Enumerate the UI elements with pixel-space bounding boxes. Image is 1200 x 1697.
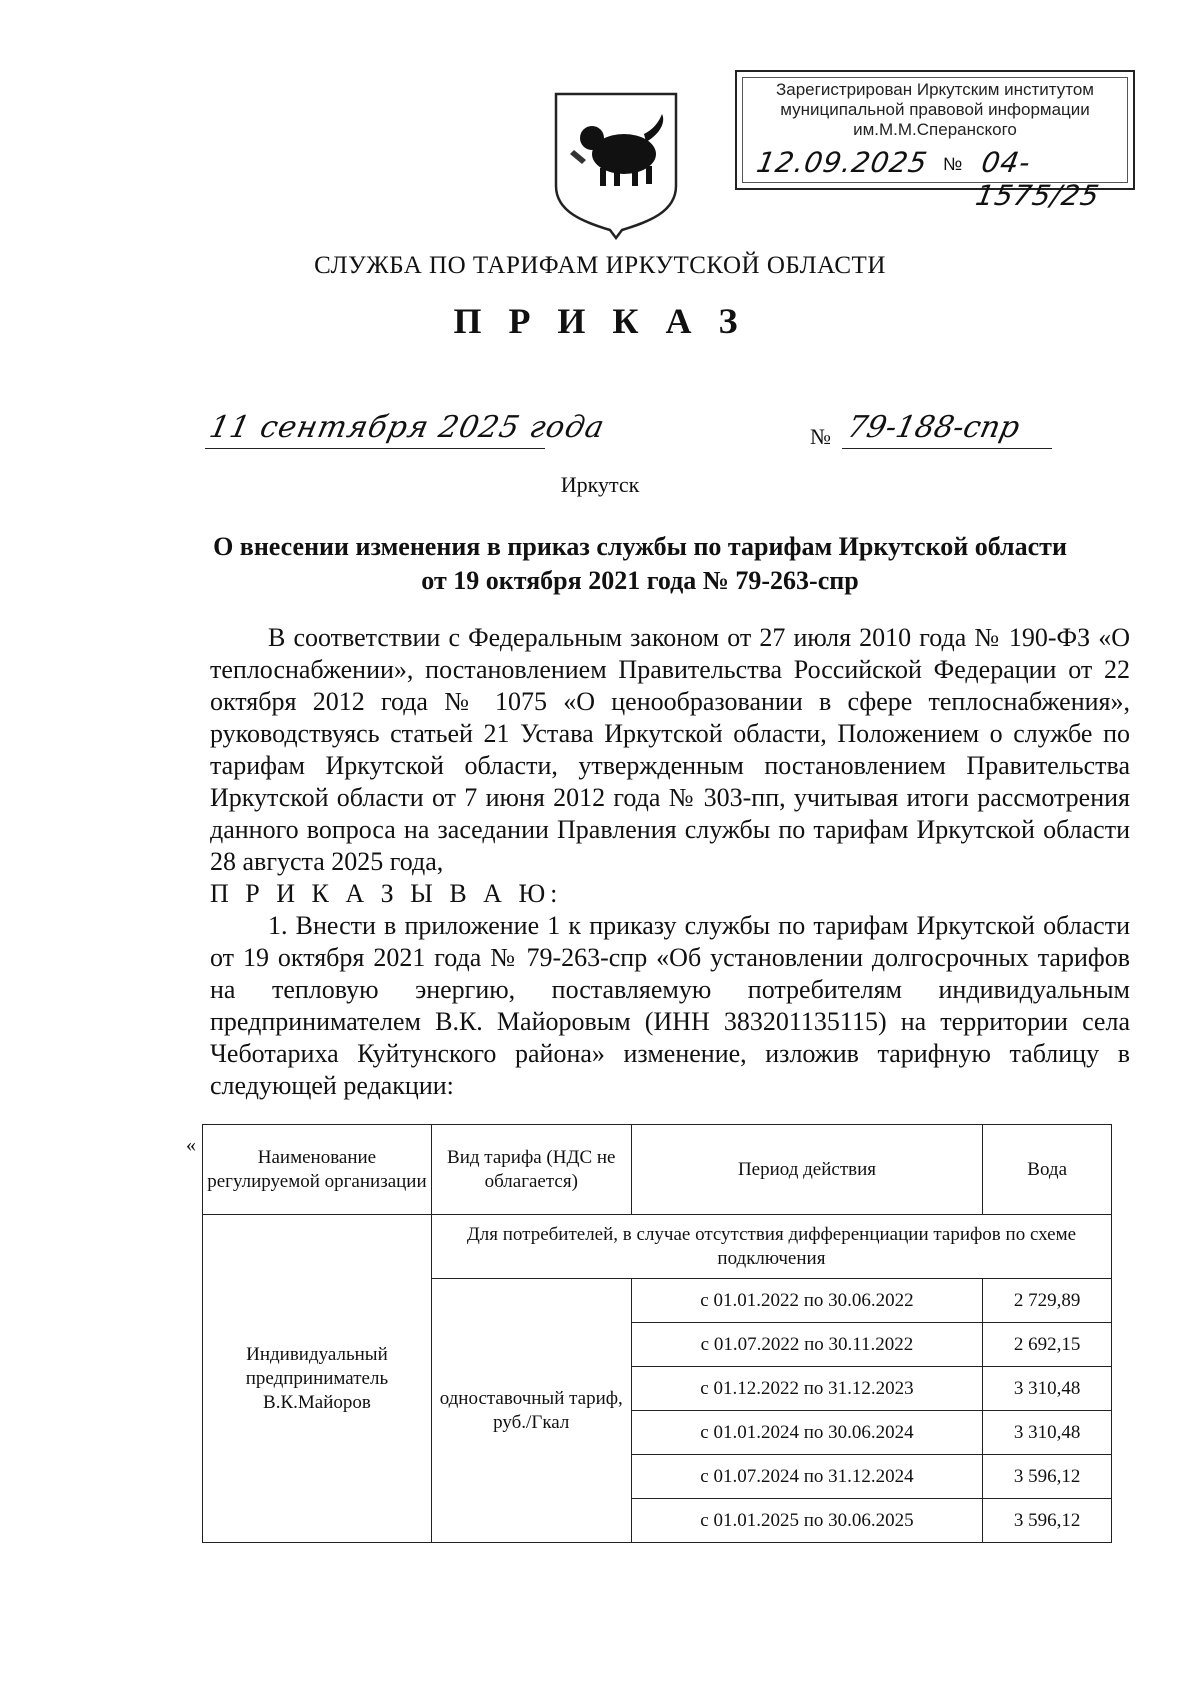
handwritten-order-date: 11 сентября 2025 года	[206, 410, 608, 445]
stamp-line-2: муниципальной правовой информации	[780, 100, 1090, 119]
title-line-1: О внесении изменения в приказ службы по тарифам Иркутской области	[213, 532, 1067, 561]
order-keyword: П Р И К А З Ы В А Ю:	[210, 879, 563, 908]
consumer-group-cell: Для потребителей, в случае отсутствия дифференциации тарифов по схеме подключения	[431, 1215, 1111, 1279]
preamble-paragraph: В соответствии с Федеральным законом от 27 июля 2010 года № 190-ФЗ «О теплоснабжении», постановлением Правительства Российской Федерации от 22 октября 2012 года № 1075 «О ценообразовании в сфере теплоснабжения», руководствуясь статьей 21 Устава Иркутской области, Положением о службе по тарифам Иркутской области, утвержденным постановлением Правительства Иркутской области от 7 июня 2012 года № 303-пп, учитывая итоги рассмотрения данного вопроса на заседании Правления службы по тарифам Иркутской области 28 августа 2025 года,	[210, 623, 1130, 876]
period-cell: с 01.12.2022 по 31.12.2023	[631, 1367, 983, 1411]
order-number-sign: №	[810, 424, 831, 449]
stamp-registration-number: 04-1575/25	[973, 146, 1103, 212]
document-type: П Р И К А З	[453, 301, 747, 341]
period-cell: с 01.01.2022 по 30.06.2022	[631, 1279, 983, 1323]
coat-of-arms-emblem	[552, 90, 680, 240]
tariff-table	[202, 1124, 1112, 1543]
date-underline	[205, 448, 545, 449]
period-cell: с 01.07.2022 по 30.11.2022	[631, 1323, 983, 1367]
value-cell: 3 310,48	[983, 1367, 1112, 1411]
tariff-type-cell: одноставочный тариф, руб./Гкал	[431, 1279, 631, 1543]
header-water: Вода	[983, 1125, 1112, 1215]
stamp-line-1: Зарегистрирован Иркутским институтом	[775, 80, 1094, 99]
header-tariff-type: Вид тарифа (НДС не облагается)	[431, 1125, 631, 1215]
handwritten-order-number: 79-188-спр	[844, 410, 1023, 445]
period-cell: с 01.01.2025 по 30.06.2025	[631, 1499, 983, 1543]
value-cell: 3 596,12	[983, 1499, 1112, 1543]
header-period: Период действия	[631, 1125, 983, 1215]
value-cell: 2 692,15	[983, 1323, 1112, 1367]
order-item-1: 1. Внести в приложение 1 к приказу службы по тарифам Иркутской области от 19 октября 2021 года № 79-263-спр «Об установлении долгосрочных тарифов на тепловую энергию, поставляемую потребителям индивидуальным предпринимателем В.К. Майоровым (ИНН 383201135115) на территории села Чеботариха Куйтунского района» изменение, изложив тарифную таблицу в следующей редакции:	[210, 911, 1130, 1100]
value-cell: 3 596,12	[983, 1455, 1112, 1499]
document-body	[210, 622, 1130, 1102]
header-org: Наименование регулируемой организации	[203, 1125, 432, 1215]
organization-cell: Индивидуальный предприниматель В.К.Майоров	[203, 1215, 432, 1543]
registration-stamp	[735, 70, 1135, 212]
stamp-line-3: им.М.М.Сперанского	[853, 120, 1017, 139]
period-cell: с 01.01.2024 по 30.06.2024	[631, 1411, 983, 1455]
stamp-number-sign: №	[943, 154, 963, 174]
document-title	[150, 530, 1130, 598]
stamp-registration-date: 12.09.2025	[754, 146, 931, 179]
title-line-2: от 19 октября 2021 года № 79-263-спр	[421, 566, 859, 595]
table-header-row	[203, 1125, 1112, 1215]
value-cell: 3 310,48	[983, 1411, 1112, 1455]
number-underline	[842, 448, 1052, 449]
table-open-quote: «	[186, 1134, 196, 1156]
period-cell: с 01.07.2024 по 31.12.2024	[631, 1455, 983, 1499]
value-cell: 2 729,89	[983, 1279, 1112, 1323]
city: Иркутск	[560, 472, 640, 497]
agency-name: СЛУЖБА ПО ТАРИФАМ ИРКУТСКОЙ ОБЛАСТИ	[314, 252, 886, 279]
consumer-group-row	[203, 1215, 1112, 1279]
